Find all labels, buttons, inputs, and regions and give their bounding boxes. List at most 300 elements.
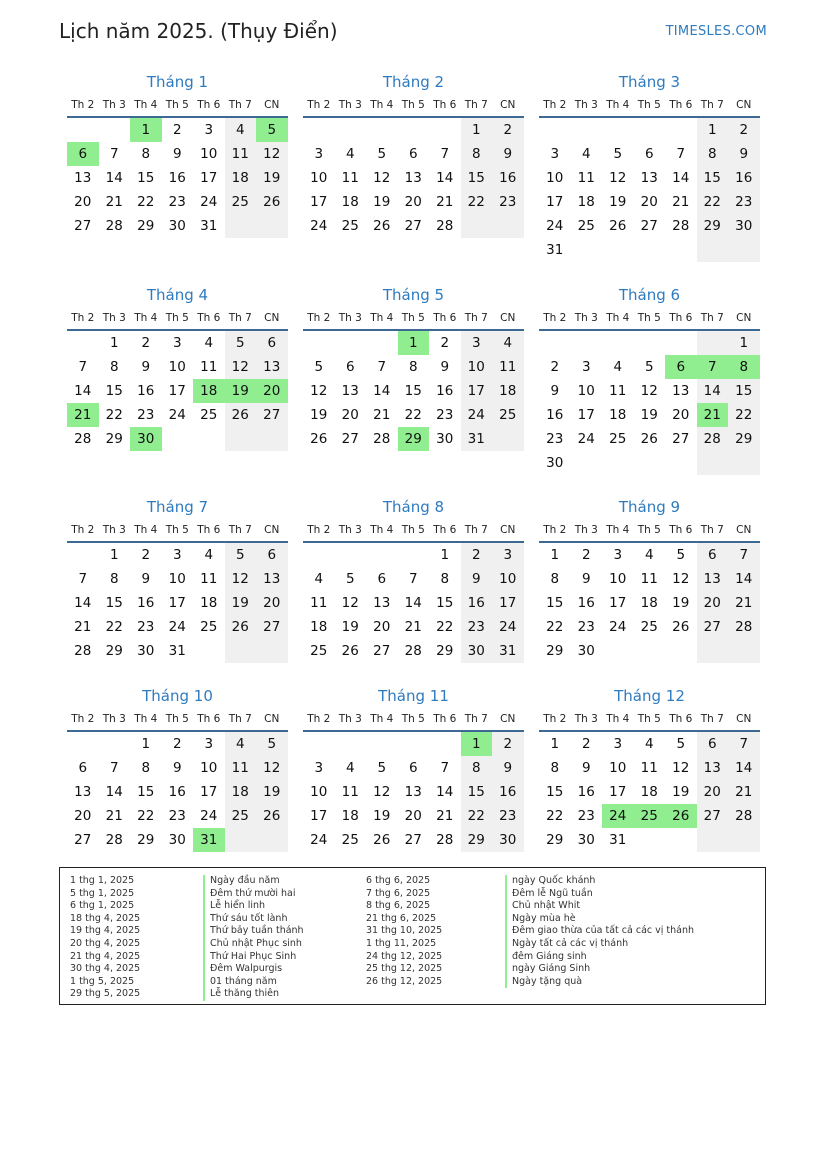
day-cell: 30 <box>492 828 524 852</box>
day-cell: 6 <box>408 146 418 162</box>
day-cell: 8 <box>440 571 450 587</box>
day-cell: 13 <box>672 383 690 399</box>
weekday-label: CN <box>736 713 752 725</box>
empty-cell <box>697 639 729 663</box>
day-cell: 16 <box>728 166 760 190</box>
weekday-header <box>67 708 288 732</box>
empty-cell <box>728 828 760 852</box>
empty-cell <box>67 331 99 355</box>
empty-cell <box>728 238 760 262</box>
day-cell: 1 <box>109 335 119 351</box>
empty-cell <box>539 118 571 142</box>
day-cell: 4 <box>204 335 214 351</box>
empty-cell <box>256 427 288 451</box>
day-cell: 10 <box>168 359 186 375</box>
day-cell: 28 <box>436 218 454 234</box>
empty-cell <box>697 828 729 852</box>
day-cell: 10 <box>168 571 186 587</box>
day-cell: 1 <box>398 331 430 355</box>
empty-cell <box>665 331 697 355</box>
weekday-label: Th 6 <box>197 312 221 324</box>
day-cell: 18 <box>609 407 627 423</box>
day-cell: 7 <box>440 146 450 162</box>
day-cell: 7 <box>697 355 729 379</box>
weekday-header <box>303 307 524 331</box>
weekday-label: CN <box>736 524 752 536</box>
legend-entry: 26 thg 12, 2025 <box>366 975 443 987</box>
day-cell: 25 <box>609 431 627 447</box>
day-cell: 10 <box>200 760 218 776</box>
day-cell: 7 <box>408 571 418 587</box>
empty-cell <box>728 451 760 475</box>
empty-cell <box>634 639 666 663</box>
empty-cell <box>634 331 666 355</box>
day-cell: 16 <box>577 784 595 800</box>
day-cell: 19 <box>341 619 359 635</box>
day-cell: 1 <box>728 331 760 355</box>
day-cell: 30 <box>577 643 595 659</box>
day-cell: 4 <box>613 359 623 375</box>
day-cell: 16 <box>461 591 493 615</box>
month-calendar <box>303 283 524 451</box>
day-cell: 20 <box>640 194 658 210</box>
empty-cell <box>697 331 729 355</box>
weekday-label: CN <box>500 99 516 111</box>
day-cell: 24 <box>546 218 564 234</box>
day-cell: 26 <box>310 431 328 447</box>
day-cell: 10 <box>577 383 595 399</box>
day-cell: 8 <box>109 359 119 375</box>
day-cell: 27 <box>74 218 92 234</box>
legend-entry: ngày Quốc khánh <box>505 875 694 888</box>
day-cell: 12 <box>310 383 328 399</box>
day-cell: 15 <box>105 595 123 611</box>
day-cell: 26 <box>672 619 690 635</box>
day-cell: 8 <box>697 142 729 166</box>
day-cell: 9 <box>172 760 182 776</box>
day-cell: 4 <box>225 732 257 756</box>
empty-cell <box>335 732 367 756</box>
day-cell: 8 <box>141 146 151 162</box>
day-cell: 8 <box>461 756 493 780</box>
day-cell: 4 <box>644 547 654 563</box>
day-cell: 17 <box>168 595 186 611</box>
weekday-label: Th 3 <box>338 99 362 111</box>
day-cell: 5 <box>613 146 623 162</box>
empty-cell <box>571 451 603 475</box>
empty-cell <box>335 543 367 567</box>
weekday-label: Th 5 <box>637 99 661 111</box>
legend-names-right <box>505 875 694 988</box>
weekday-label: Th 4 <box>134 99 158 111</box>
day-cell: 20 <box>404 808 422 824</box>
day-cell: 24 <box>461 403 493 427</box>
legend-entry: Ngày tất cả các vị thánh <box>505 938 694 951</box>
day-cell: 7 <box>109 760 119 776</box>
weekday-label: Th 5 <box>637 312 661 324</box>
weekday-label: Th 2 <box>543 312 567 324</box>
day-cell: 29 <box>461 828 493 852</box>
day-cell: 23 <box>728 190 760 214</box>
day-cell: 29 <box>105 643 123 659</box>
day-cell: 2 <box>461 543 493 567</box>
month-calendar <box>67 684 288 852</box>
day-cell: 12 <box>225 355 257 379</box>
weekday-label: Th 5 <box>401 312 425 324</box>
day-cell: 1 <box>461 732 493 756</box>
day-cell: 3 <box>204 736 214 752</box>
day-cell: 7 <box>728 732 760 756</box>
day-cell: 10 <box>310 784 328 800</box>
legend-dates-left <box>70 875 140 1001</box>
day-cell: 25 <box>640 619 658 635</box>
empty-cell <box>697 238 729 262</box>
day-cell: 21 <box>105 194 123 210</box>
empty-cell <box>602 451 634 475</box>
day-cell: 3 <box>461 331 493 355</box>
empty-cell <box>225 639 257 663</box>
day-cell: 25 <box>225 190 257 214</box>
day-cell: 2 <box>440 335 450 351</box>
day-cell: 14 <box>74 383 92 399</box>
day-cell: 9 <box>141 359 151 375</box>
weekday-label: Th 7 <box>228 524 252 536</box>
day-cell: 10 <box>609 760 627 776</box>
day-cell: 27 <box>404 218 422 234</box>
day-cell: 3 <box>204 122 214 138</box>
day-cell: 6 <box>697 543 729 567</box>
day-cell: 7 <box>109 146 119 162</box>
day-cell: 2 <box>728 118 760 142</box>
day-cell: 5 <box>256 118 288 142</box>
day-cell: 20 <box>404 194 422 210</box>
empty-cell <box>303 543 335 567</box>
empty-cell <box>634 118 666 142</box>
day-cell: 20 <box>74 194 92 210</box>
day-cell: 15 <box>105 383 123 399</box>
weekday-header <box>303 519 524 543</box>
weekday-label: Th 6 <box>197 99 221 111</box>
day-cell: 15 <box>546 784 564 800</box>
legend-entry: Chủ nhật Phục sinh <box>203 938 304 951</box>
day-grid <box>539 732 760 852</box>
day-cell: 5 <box>377 146 387 162</box>
day-cell: 23 <box>492 804 524 828</box>
empty-cell <box>665 451 697 475</box>
day-cell: 16 <box>168 784 186 800</box>
day-cell: 28 <box>74 431 92 447</box>
empty-cell <box>398 732 430 756</box>
month-title: Tháng 2 <box>382 73 445 91</box>
day-cell: 23 <box>492 190 524 214</box>
empty-cell <box>303 331 335 355</box>
day-cell: 13 <box>373 595 391 611</box>
weekday-label: Th 5 <box>165 524 189 536</box>
weekday-header <box>67 307 288 331</box>
day-cell: 31 <box>168 643 186 659</box>
day-cell: 7 <box>78 359 88 375</box>
day-cell: 12 <box>672 760 690 776</box>
day-cell: 23 <box>461 615 493 639</box>
day-grid <box>539 118 760 262</box>
empty-cell <box>366 118 398 142</box>
day-cell: 5 <box>225 543 257 567</box>
day-cell: 26 <box>373 218 391 234</box>
month-title: Tháng 1 <box>146 73 209 91</box>
day-cell: 14 <box>728 567 760 591</box>
legend-entry: 24 thg 12, 2025 <box>366 950 443 962</box>
month-calendar <box>539 684 760 852</box>
weekday-header <box>67 94 288 118</box>
empty-cell <box>303 118 335 142</box>
day-grid <box>303 543 524 663</box>
weekday-label: CN <box>500 713 516 725</box>
day-cell: 21 <box>67 403 99 427</box>
legend-entry: 29 thg 5, 2025 <box>70 988 141 1000</box>
day-cell: 22 <box>728 403 760 427</box>
day-grid <box>303 118 524 238</box>
day-cell: 21 <box>373 407 391 423</box>
legend-entry: 30 thg 4, 2025 <box>70 963 141 975</box>
day-cell: 6 <box>256 331 288 355</box>
day-cell: 9 <box>492 756 524 780</box>
day-cell: 22 <box>546 808 564 824</box>
weekday-label: Th 5 <box>401 99 425 111</box>
brand-link[interactable]: TIMESLES.COM <box>665 24 767 39</box>
weekday-label: Th 2 <box>543 524 567 536</box>
day-cell: 3 <box>613 547 623 563</box>
weekday-label: Th 4 <box>134 713 158 725</box>
weekday-label: Th 7 <box>464 713 488 725</box>
empty-cell <box>193 639 225 663</box>
day-cell: 19 <box>225 591 257 615</box>
day-cell: 19 <box>373 194 391 210</box>
day-cell: 1 <box>697 118 729 142</box>
day-cell: 15 <box>728 379 760 403</box>
day-cell: 9 <box>172 146 182 162</box>
day-cell: 4 <box>644 736 654 752</box>
day-cell: 17 <box>546 194 564 210</box>
day-cell: 12 <box>256 142 288 166</box>
day-cell: 2 <box>550 359 560 375</box>
empty-cell <box>634 828 666 852</box>
weekday-label: CN <box>500 524 516 536</box>
day-cell: 30 <box>577 832 595 848</box>
weekday-label: Th 3 <box>574 312 598 324</box>
day-cell: 17 <box>168 383 186 399</box>
weekday-label: Th 6 <box>433 99 457 111</box>
day-cell: 14 <box>373 383 391 399</box>
empty-cell <box>429 732 461 756</box>
day-cell: 3 <box>581 359 591 375</box>
weekday-label: Th 7 <box>228 99 252 111</box>
day-cell: 29 <box>728 427 760 451</box>
empty-cell <box>571 331 603 355</box>
weekday-label: Th 4 <box>606 99 630 111</box>
day-cell: 28 <box>105 218 123 234</box>
day-cell: 1 <box>130 118 162 142</box>
day-cell: 29 <box>137 218 155 234</box>
day-cell: 24 <box>609 619 627 635</box>
weekday-label: CN <box>264 99 280 111</box>
day-cell: 18 <box>193 379 225 403</box>
day-cell: 24 <box>200 194 218 210</box>
day-cell: 27 <box>697 615 729 639</box>
day-cell: 16 <box>168 170 186 186</box>
day-cell: 4 <box>581 146 591 162</box>
weekday-label: Th 6 <box>669 312 693 324</box>
weekday-label: Th 5 <box>401 713 425 725</box>
day-cell: 10 <box>200 146 218 162</box>
day-cell: 2 <box>581 736 591 752</box>
empty-cell <box>634 451 666 475</box>
weekday-label: Th 7 <box>228 713 252 725</box>
month-title: Tháng 6 <box>618 286 681 304</box>
day-cell: 20 <box>373 619 391 635</box>
day-cell: 9 <box>550 383 560 399</box>
day-cell: 14 <box>436 170 454 186</box>
weekday-label: Th 3 <box>102 713 126 725</box>
day-cell: 27 <box>640 218 658 234</box>
day-cell: 15 <box>404 383 422 399</box>
day-cell: 3 <box>172 335 182 351</box>
day-cell: 19 <box>256 166 288 190</box>
day-cell: 25 <box>492 403 524 427</box>
empty-cell <box>634 238 666 262</box>
day-cell: 1 <box>440 547 450 563</box>
day-cell: 23 <box>436 407 454 423</box>
day-cell: 17 <box>609 784 627 800</box>
day-cell: 13 <box>74 784 92 800</box>
day-cell: 21 <box>436 808 454 824</box>
day-cell: 13 <box>404 170 422 186</box>
day-cell: 11 <box>577 170 595 186</box>
day-cell: 22 <box>105 407 123 423</box>
day-cell: 14 <box>697 379 729 403</box>
day-cell: 8 <box>109 571 119 587</box>
empty-cell <box>303 732 335 756</box>
day-cell: 26 <box>341 643 359 659</box>
weekday-label: Th 7 <box>700 312 724 324</box>
day-cell: 28 <box>105 832 123 848</box>
day-cell: 18 <box>225 166 257 190</box>
day-cell: 9 <box>581 571 591 587</box>
month-calendar <box>539 495 760 663</box>
day-cell: 6 <box>78 760 88 776</box>
day-cell: 18 <box>200 595 218 611</box>
day-cell: 2 <box>172 736 182 752</box>
weekday-label: Th 2 <box>307 524 331 536</box>
day-cell: 25 <box>634 804 666 828</box>
day-cell: 12 <box>640 383 658 399</box>
day-grid <box>539 543 760 663</box>
weekday-label: Th 5 <box>165 312 189 324</box>
day-cell: 23 <box>137 619 155 635</box>
weekday-label: Th 6 <box>433 713 457 725</box>
day-cell: 24 <box>168 407 186 423</box>
day-cell: 26 <box>225 615 257 639</box>
day-cell: 12 <box>373 170 391 186</box>
day-cell: 28 <box>373 431 391 447</box>
day-cell: 2 <box>492 118 524 142</box>
day-cell: 5 <box>345 571 355 587</box>
day-cell: 16 <box>137 595 155 611</box>
day-cell: 26 <box>256 190 288 214</box>
day-cell: 5 <box>225 331 257 355</box>
day-cell: 3 <box>550 146 560 162</box>
day-cell: 20 <box>697 780 729 804</box>
empty-cell <box>225 828 257 852</box>
day-cell: 20 <box>697 591 729 615</box>
weekday-label: Th 4 <box>134 524 158 536</box>
day-cell: 17 <box>492 591 524 615</box>
day-cell: 22 <box>436 619 454 635</box>
day-cell: 30 <box>168 832 186 848</box>
day-cell: 17 <box>609 595 627 611</box>
day-cell: 11 <box>609 383 627 399</box>
weekday-label: Th 5 <box>165 99 189 111</box>
day-cell: 4 <box>492 331 524 355</box>
day-cell: 6 <box>665 355 697 379</box>
weekday-label: Th 3 <box>102 312 126 324</box>
weekday-label: CN <box>736 312 752 324</box>
month-title: Tháng 7 <box>146 498 209 516</box>
legend-entry: 20 thg 4, 2025 <box>70 937 141 949</box>
day-cell: 28 <box>672 218 690 234</box>
day-cell: 31 <box>461 427 493 451</box>
weekday-label: Th 6 <box>197 524 221 536</box>
legend-entry: Đêm lễ Ngũ tuần <box>505 888 694 901</box>
legend-entry: Ngày đầu năm <box>203 875 304 888</box>
day-grid <box>67 732 288 852</box>
day-cell: 1 <box>141 736 151 752</box>
day-cell: 29 <box>436 643 454 659</box>
day-cell: 3 <box>492 543 524 567</box>
day-cell: 24 <box>577 431 595 447</box>
day-cell: 28 <box>728 804 760 828</box>
day-cell: 25 <box>200 407 218 423</box>
day-cell: 26 <box>640 431 658 447</box>
day-cell: 3 <box>172 547 182 563</box>
day-cell: 23 <box>137 407 155 423</box>
day-cell: 22 <box>137 808 155 824</box>
day-grid <box>303 331 524 451</box>
day-cell: 29 <box>105 431 123 447</box>
weekday-label: Th 4 <box>370 713 394 725</box>
day-cell: 9 <box>728 142 760 166</box>
day-cell: 7 <box>377 359 387 375</box>
day-cell: 1 <box>109 547 119 563</box>
legend-entry: 31 thg 10, 2025 <box>366 925 443 937</box>
day-cell: 1 <box>461 118 493 142</box>
day-cell: 18 <box>341 808 359 824</box>
day-cell: 15 <box>461 780 493 804</box>
day-cell: 14 <box>105 784 123 800</box>
day-cell: 22 <box>137 194 155 210</box>
legend-entry: Đêm thứ mười hai <box>203 888 304 901</box>
day-cell: 5 <box>377 760 387 776</box>
empty-cell <box>67 732 99 756</box>
day-cell: 24 <box>168 619 186 635</box>
empty-cell <box>225 214 257 238</box>
day-cell: 2 <box>492 732 524 756</box>
day-cell: 18 <box>640 595 658 611</box>
month-title: Tháng 3 <box>618 73 681 91</box>
day-cell: 20 <box>672 407 690 423</box>
day-cell: 11 <box>225 142 257 166</box>
day-cell: 13 <box>697 756 729 780</box>
empty-cell <box>99 118 131 142</box>
